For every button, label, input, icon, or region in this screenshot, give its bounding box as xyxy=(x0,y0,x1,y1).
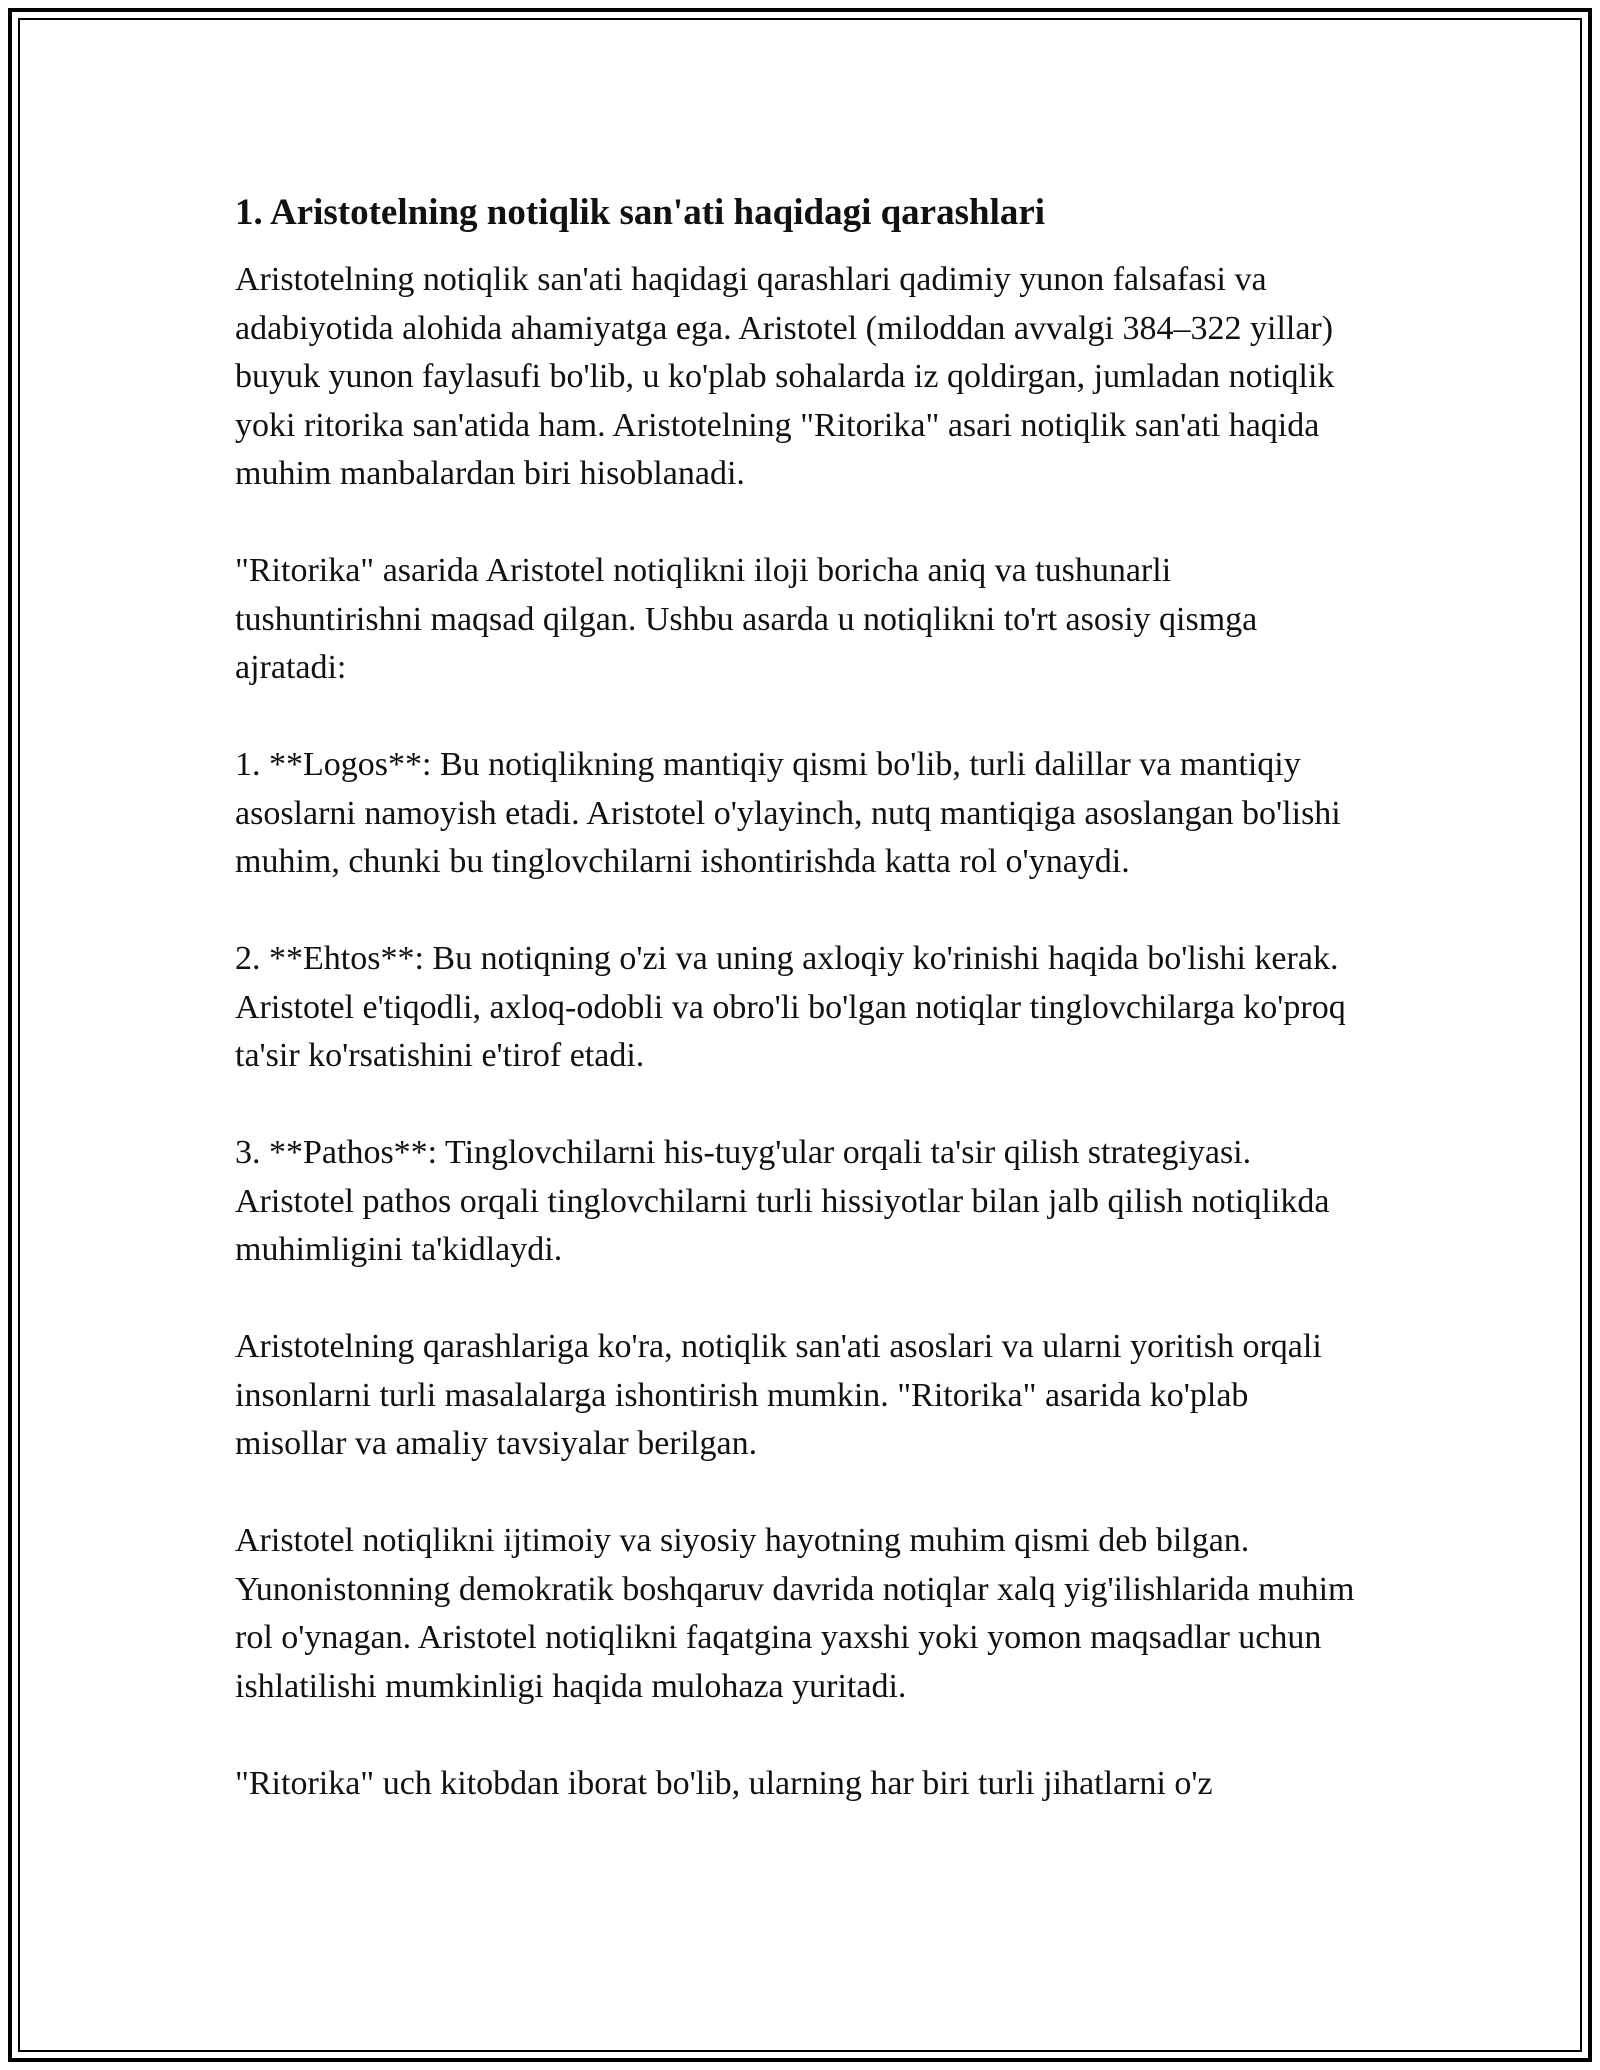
document-body xyxy=(235,184,1365,1808)
paragraph-logos: 1. **Logos**: Bu notiqlikning mantiqiy qismi bo'lib, turli dalillar va mantiqiy asoslarni namoyish etadi. Aristotel o'ylayinch, nutq mantiqiga asoslangan bo'lishi muhim, chunki bu tinglovchilarni ishontirishda katta rol o'ynaydi. xyxy=(235,746,1341,880)
paragraph-ritorika-parts: "Ritorika" asarida Aristotel notiqlikni iloji boricha aniq va tushunarli tushuntirishni maqsad qilgan. Ushbu asarda u notiqlikni to'rt asosiy qismga ajratadi: xyxy=(235,552,1258,686)
paragraph-ethos: 2. **Ehtos**: Bu notiqning o'zi va uning axloqiy ko'rinishi haqida bo'lishi kerak. Aristotel e'tiqodli, axloq-odobli va obro'li bo'lgan notiqlar tinglovchilarga ko'proq ta'sir ko'rsatishini e'tirof etadi. xyxy=(235,940,1346,1074)
paragraph-social: Aristotel notiqlikni ijtimoiy va siyosiy hayotning muhim qismi deb bilgan. Yunonistonning demokratik boshqaruv davrida notiqlar xalq yig'ilishlarida muhim rol o'ynagan. Aristotel notiqlikni faqatgina yaxshi yoki yomon maqsadlar uchun ishlatilishi mumkinligi haqida mulohaza yuritadi. xyxy=(235,1522,1355,1705)
section-heading: 1. Aristotelning notiqlik san'ati haqidagi qarashlari xyxy=(235,192,1046,233)
heading-spacer xyxy=(235,242,1365,256)
paragraph-intro: Aristotelning notiqlik san'ati haqidagi qarashlari qadimiy yunon falsafasi va adabiyotida alohida ahamiyatga ega. Aristotel (miloddan avvalgi 384–322 yillar) buyuk yunon faylasufi bo'lib, u ko'plab sohalarda iz qoldirgan, jumladan notiqlik yoki ritorika san'atida ham. Aristotelning "Ritorika" asari notiqlik san'ati haqida muhim manbalardan biri hisoblanadi. xyxy=(235,261,1335,492)
paragraph-books: "Ritorika" uch kitobdan iborat bo'lib, ularning har biri turli jihatlarni o'z xyxy=(235,1764,1213,1802)
paragraph-pathos: 3. **Pathos**: Tinglovchilarni his-tuyg'ular orqali ta'sir qilish strategiyasi. Aristotel pathos orqali tinglovchilarni turli hissiyotlar bilan jalb qilish notiqlikda muhimligini ta'kidlaydi. xyxy=(235,1134,1330,1268)
paragraph-views: Aristotelning qarashlariga ko'ra, notiqlik san'ati asoslari va ularni yoritish orqali insonlarni turli masalalarga ishontirish mumkin. "Ritorika" asarida ko'plab misollar va amaliy tavsiyalar berilgan. xyxy=(235,1328,1322,1462)
